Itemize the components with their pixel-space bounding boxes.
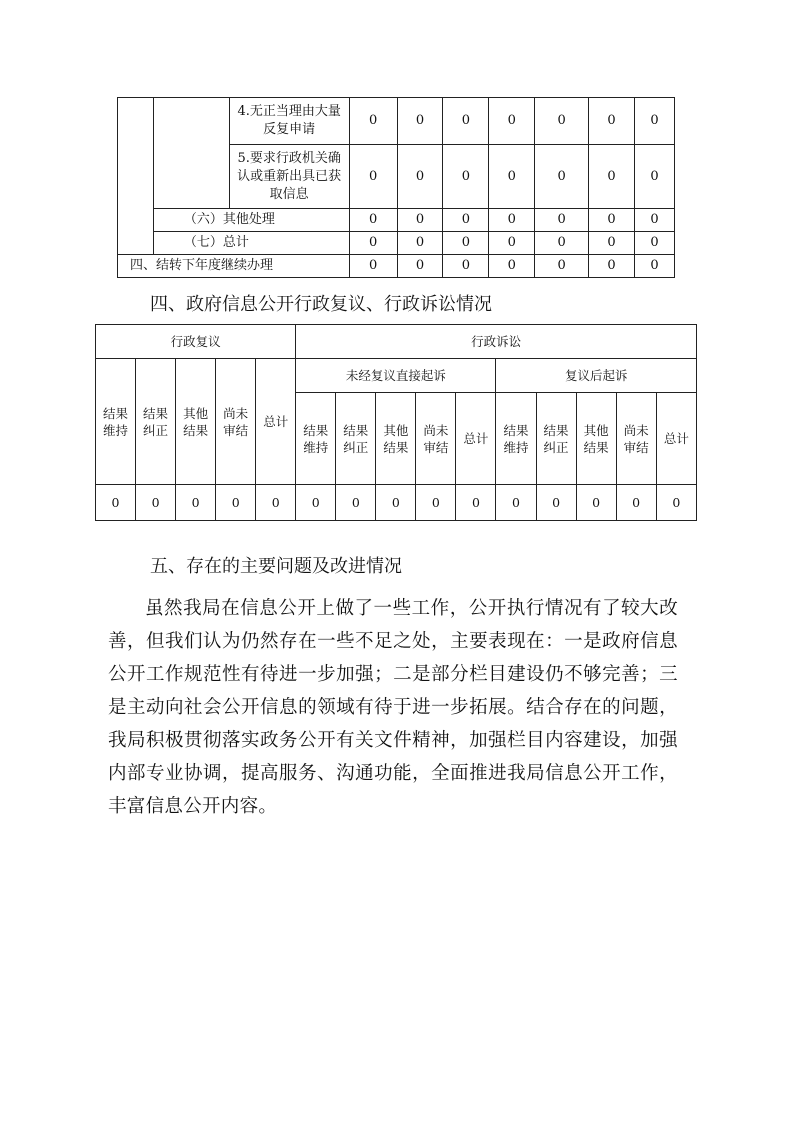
- column-header: 其他结果: [176, 359, 216, 485]
- column-header: 尚未审结: [216, 359, 256, 485]
- direct-suit-header: 未经复议直接起诉: [296, 359, 496, 393]
- table-cell: 0: [535, 209, 589, 232]
- table-row: [118, 255, 675, 278]
- table-row: [96, 485, 697, 521]
- table-cell: 0: [589, 145, 635, 209]
- review-litigation-table: [95, 324, 697, 521]
- column-header: 尚未审结: [616, 393, 656, 485]
- table-cell: 0: [535, 232, 589, 255]
- table-cell: 0: [576, 485, 616, 521]
- table-cell: 0: [397, 145, 443, 209]
- table-cell: 0: [489, 255, 535, 278]
- table-cell: 0: [96, 485, 136, 521]
- column-header: 其他结果: [576, 393, 616, 485]
- column-header: 总计: [456, 393, 496, 485]
- table-row: [96, 359, 697, 393]
- table-row: [118, 209, 675, 232]
- table-cell: 0: [589, 98, 635, 145]
- table-cell: 0: [216, 485, 256, 521]
- table-cell: 0: [349, 255, 397, 278]
- column-header: 结果纠正: [536, 393, 576, 485]
- row-label: 5.要求行政机关确认或重新出具已获取信息: [229, 145, 349, 209]
- table-cell: 0: [634, 145, 674, 209]
- table-cell: 0: [376, 485, 416, 521]
- table-cell: 0: [634, 255, 674, 278]
- table-cell: 0: [535, 145, 589, 209]
- table-cell: 0: [336, 485, 376, 521]
- table-cell: 0: [589, 232, 635, 255]
- table-cell: 0: [589, 255, 635, 278]
- section-heading: 四、政府信息公开行政复议、行政诉讼情况: [150, 294, 492, 315]
- body-paragraph: 虽然我局在信息公开上做了一些工作，公开执行情况有了较大改善，但我们认为仍然存在一些不足之处，主要表现在：一是政府信息公开工作规范性有待进一步加强；二是部分栏目建设仍不够完善；三是主动向社会公开信息的领域有待于进一步拓展。结合存在的问题，我局积极贯彻落实政务公开有关文件精神，加强栏目内容建设，加强内部专业协调，提高服务、沟通功能，全面推进我局信息公开工作，丰富信息公开内容。: [108, 598, 678, 817]
- table-cell: 0: [349, 232, 397, 255]
- table-cell: 0: [489, 232, 535, 255]
- column-header: 尚未审结: [416, 393, 456, 485]
- table-cell: 0: [656, 485, 696, 521]
- after-review-header: 复议后起诉: [496, 359, 697, 393]
- litigation-header: 行政诉讼: [296, 325, 697, 359]
- table-cell: 0: [397, 255, 443, 278]
- table-cell: 0: [535, 98, 589, 145]
- column-header: 结果维持: [96, 359, 136, 485]
- table-cell: 0: [256, 485, 296, 521]
- column-header: 结果纠正: [336, 393, 376, 485]
- table-cell: 0: [443, 232, 489, 255]
- merged-cell: [118, 98, 154, 255]
- table-cell: 0: [349, 145, 397, 209]
- table-cell: 0: [443, 255, 489, 278]
- table-cell: 0: [536, 485, 576, 521]
- application-handling-table: [117, 97, 675, 278]
- table-cell: 0: [489, 98, 535, 145]
- table-cell: 0: [397, 232, 443, 255]
- table-cell: 0: [634, 98, 674, 145]
- table-cell: 0: [616, 485, 656, 521]
- column-header: 总计: [256, 359, 296, 485]
- table-cell: 0: [589, 209, 635, 232]
- column-header: 其他结果: [376, 393, 416, 485]
- table-cell: 0: [443, 98, 489, 145]
- table-cell: 0: [349, 98, 397, 145]
- table-cell: 0: [535, 255, 589, 278]
- table-cell: 0: [496, 485, 536, 521]
- table-cell: 0: [634, 209, 674, 232]
- row-label: 四、结转下年度继续办理: [118, 255, 350, 278]
- review-header: 行政复议: [96, 325, 296, 359]
- table-cell: 0: [397, 209, 443, 232]
- table-row: [118, 232, 675, 255]
- table-cell: 0: [456, 485, 496, 521]
- table-cell: 0: [443, 145, 489, 209]
- row-label: （六）其他处理: [153, 209, 349, 232]
- table-cell: 0: [416, 485, 456, 521]
- table-cell: 0: [443, 209, 489, 232]
- table-cell: 0: [397, 98, 443, 145]
- column-header: 结果纠正: [136, 359, 176, 485]
- row-label: （七）总计: [153, 232, 349, 255]
- merged-cell: [153, 98, 229, 209]
- table-cell: 0: [349, 209, 397, 232]
- table-cell: 0: [296, 485, 336, 521]
- row-label: 4.无正当理由大量反复申请: [229, 98, 349, 145]
- table-row: [96, 325, 697, 359]
- table-cell: 0: [136, 485, 176, 521]
- column-header: 总计: [656, 393, 696, 485]
- table-cell: 0: [176, 485, 216, 521]
- column-header: 结果维持: [496, 393, 536, 485]
- table-cell: 0: [634, 232, 674, 255]
- table-row: [118, 98, 675, 145]
- column-header: 结果维持: [296, 393, 336, 485]
- section-heading: 五、存在的主要问题及改进情况: [150, 556, 402, 577]
- table-cell: 0: [489, 145, 535, 209]
- table-cell: 0: [489, 209, 535, 232]
